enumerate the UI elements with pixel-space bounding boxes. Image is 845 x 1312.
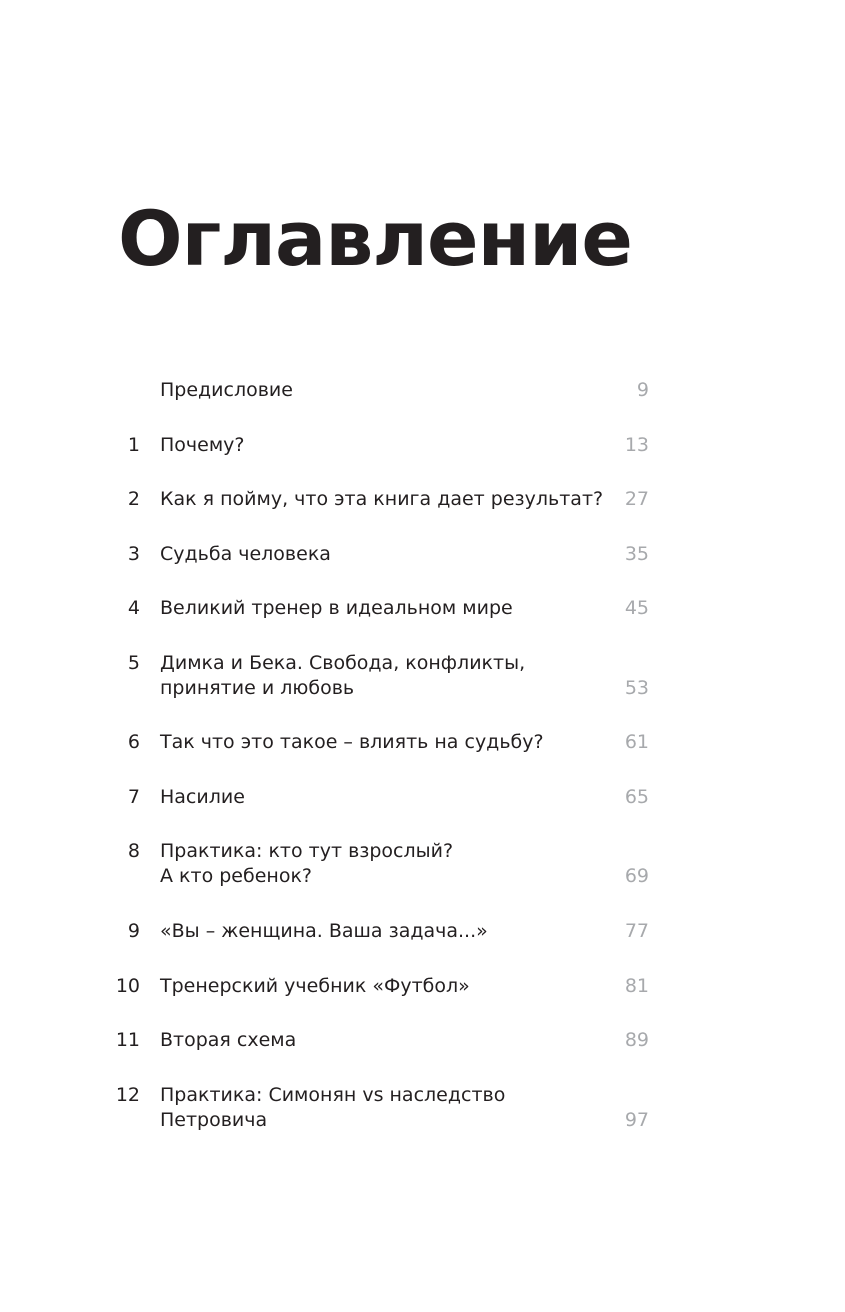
toc-chapter-title: Почему? — [160, 434, 245, 456]
toc-page-number: 13 — [624, 434, 649, 456]
toc-chapter-title: Предисловие — [160, 379, 293, 401]
toc-page-number: 97 — [624, 1109, 649, 1131]
toc-chapter-title: Как я пойму, что эта книга дает результат? — [160, 488, 604, 510]
toc-page-number: 35 — [624, 543, 649, 565]
toc-chapter-title: Судьба человека — [160, 543, 331, 565]
toc-chapter-number: 2 — [127, 488, 140, 510]
toc-page-number: 27 — [624, 488, 649, 510]
toc-page-number: 81 — [624, 975, 649, 997]
toc-chapter-title: Практика: кто тут взрослый? А кто ребенок? — [160, 840, 454, 887]
page-title: Оглавление — [118, 194, 632, 283]
toc-chapter-number: 8 — [127, 840, 140, 862]
toc-chapter-number: 1 — [127, 434, 140, 456]
toc-chapter-title: Насилие — [160, 786, 245, 808]
toc-chapter-number: 12 — [115, 1084, 140, 1106]
toc-chapter-number: 5 — [127, 652, 140, 674]
toc-chapter-title: Практика: Симонян vs наследство Петровича — [160, 1084, 506, 1131]
toc-page-number: 89 — [624, 1029, 649, 1051]
toc-page-number: 53 — [624, 677, 649, 699]
toc-chapter-title: Тренерский учебник «Футбол» — [160, 975, 470, 997]
toc-page-number: 9 — [636, 379, 649, 401]
toc-page-number: 77 — [624, 920, 649, 942]
toc-page-number: 45 — [624, 597, 649, 619]
toc-chapter-title: Димка и Бека. Свобода, конфликты, принятие и любовь — [160, 652, 526, 699]
toc-chapter-title: Так что это такое – влиять на судьбу? — [160, 731, 544, 753]
toc-chapter-title: Вторая схема — [160, 1029, 297, 1051]
toc-chapter-number: 4 — [127, 597, 140, 619]
toc-chapter-number: 10 — [115, 975, 140, 997]
toc-chapter-number: 9 — [127, 920, 140, 942]
toc-page-number: 65 — [624, 786, 649, 808]
toc-chapter-title: «Вы – женщина. Ваша задача...» — [160, 920, 488, 942]
toc-chapter-title: Великий тренер в идеальном мире — [160, 597, 513, 619]
toc-chapter-number: 3 — [127, 543, 140, 565]
toc-page-number: 69 — [624, 865, 649, 887]
toc-page-number: 61 — [624, 731, 649, 753]
toc-chapter-number: 6 — [127, 731, 140, 753]
toc-chapter-number: 7 — [127, 786, 140, 808]
toc-chapter-number: 11 — [115, 1029, 140, 1051]
